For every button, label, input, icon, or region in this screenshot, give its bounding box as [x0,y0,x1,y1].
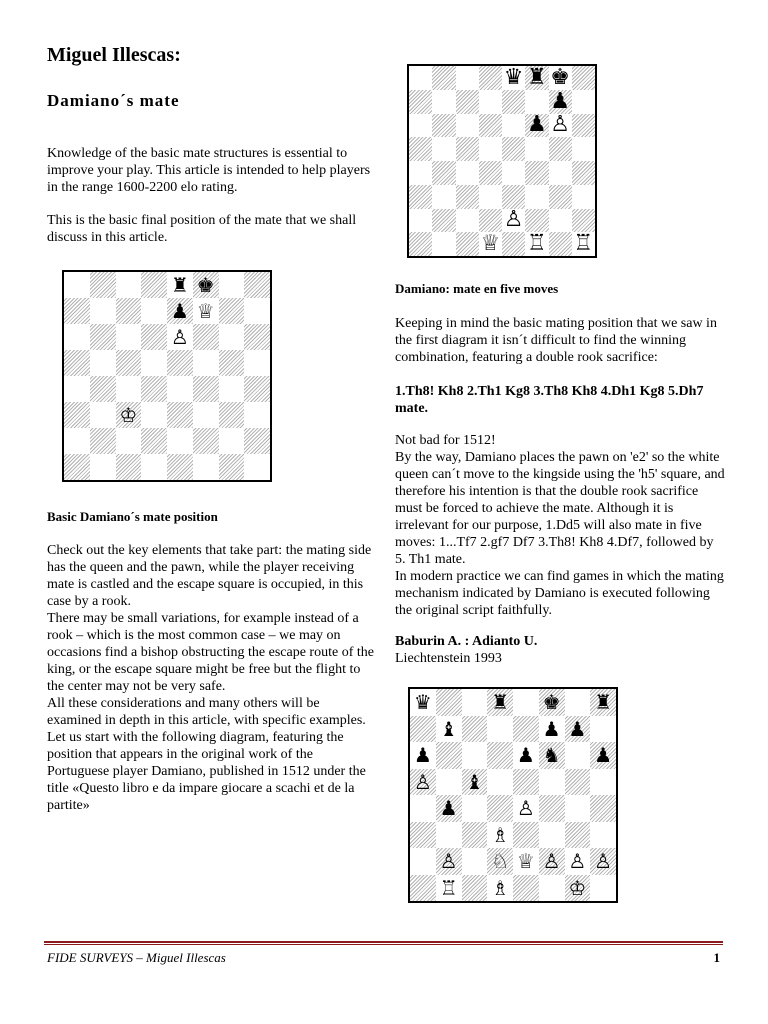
square-c4 [462,795,488,822]
square-g1 [219,454,245,480]
square-g3 [549,185,572,209]
square-b1 [432,232,455,256]
chess-piece-icon: ♖ [439,875,458,900]
square-d4 [479,161,502,185]
chess-piece-icon: ♟ [413,743,432,768]
square-d5 [487,769,513,796]
square-d1 [141,454,167,480]
square-e3 [513,822,539,849]
square-d7 [141,298,167,324]
square-a6 [64,324,90,350]
square-c4 [456,161,479,185]
square-b5 [436,769,462,796]
square-c6 [462,742,488,769]
square-e3 [167,402,193,428]
square-a6 [409,114,432,138]
square-g7 [549,90,572,114]
square-a1 [410,875,436,902]
chess-diagram-damiano [407,64,597,258]
square-h4 [590,795,616,822]
square-h8 [244,272,270,298]
chess-piece-icon: ♖ [573,232,594,256]
square-h2 [572,209,595,233]
intro-paragraph-2: This is the basic final position of the mate that we shall discuss in this article. [47,213,357,245]
square-f5 [193,350,219,376]
square-b8 [90,272,116,298]
square-e6 [167,324,193,350]
square-d6 [479,114,502,138]
square-f4 [525,161,548,185]
chess-piece-icon: ♟ [568,716,587,741]
chess-piece-icon: ♙ [413,769,432,794]
square-c5 [456,137,479,161]
square-a2 [410,848,436,875]
chess-piece-icon: ♖ [527,232,547,256]
square-f8 [539,689,565,716]
square-g5 [219,350,245,376]
square-f1 [525,232,548,256]
square-b2 [90,428,116,454]
square-g3 [565,822,591,849]
square-c2 [456,209,479,233]
square-d2 [141,428,167,454]
square-h3 [572,185,595,209]
square-e8 [513,689,539,716]
square-c2 [116,428,142,454]
chess-piece-icon: ♙ [170,325,189,349]
square-h6 [572,114,595,138]
square-a7 [410,716,436,743]
chess-piece-icon: ♟ [542,716,561,741]
square-f3 [525,185,548,209]
square-d5 [479,137,502,161]
square-g1 [565,875,591,902]
square-f7 [525,90,548,114]
square-b3 [436,822,462,849]
chess-piece-icon: ♟ [550,89,570,114]
square-d8 [141,272,167,298]
chess-piece-icon: ♙ [516,796,535,821]
square-b5 [90,350,116,376]
square-e5 [167,350,193,376]
square-c1 [116,454,142,480]
chess-diagram-baburin-adianto [408,687,618,903]
chess-piece-icon: ♟ [439,796,458,821]
square-f1 [539,875,565,902]
footer-rule [44,941,723,943]
square-b8 [436,689,462,716]
square-e7 [513,716,539,743]
square-b1 [436,875,462,902]
chess-piece-icon: ♙ [594,849,613,874]
square-c7 [116,298,142,324]
square-h2 [244,428,270,454]
square-a4 [64,376,90,402]
square-h1 [572,232,595,256]
chess-piece-icon: ♛ [413,690,432,715]
square-h7 [572,90,595,114]
square-f2 [193,428,219,454]
square-b7 [432,90,455,114]
square-b4 [436,795,462,822]
square-c7 [456,90,479,114]
chess-piece-icon: ♝ [465,769,484,794]
square-a4 [410,795,436,822]
square-a5 [409,137,432,161]
square-e1 [513,875,539,902]
square-h2 [590,848,616,875]
square-d1 [487,875,513,902]
chess-piece-icon: ♟ [527,113,547,138]
square-b7 [436,716,462,743]
footer-rule-thin [44,944,723,945]
square-g7 [219,298,245,324]
chess-piece-icon: ♜ [491,690,510,715]
square-b8 [432,66,455,90]
square-g2 [549,209,572,233]
square-g5 [565,769,591,796]
square-a1 [64,454,90,480]
square-d4 [141,376,167,402]
square-g4 [565,795,591,822]
square-c6 [456,114,479,138]
chess-piece-icon: ♚ [542,690,561,715]
square-e2 [513,848,539,875]
chess-diagram-basic-position [62,270,272,482]
square-h5 [244,350,270,376]
square-d2 [487,848,513,875]
chess-piece-icon: ♕ [480,232,501,256]
square-f1 [193,454,219,480]
square-f7 [539,716,565,743]
chess-piece-icon: ♚ [196,273,215,297]
square-e4 [502,161,525,185]
chess-piece-icon: ♟ [170,299,189,323]
square-e2 [167,428,193,454]
square-d1 [479,232,502,256]
square-a2 [409,209,432,233]
chess-piece-icon: ♔ [568,875,587,900]
square-h8 [572,66,595,90]
chess-piece-icon: ♗ [491,875,510,900]
square-f4 [539,795,565,822]
square-e8 [502,66,525,90]
square-f6 [525,114,548,138]
square-h4 [244,376,270,402]
square-c8 [116,272,142,298]
square-g5 [549,137,572,161]
square-b4 [432,161,455,185]
square-e5 [513,769,539,796]
square-e8 [167,272,193,298]
square-b6 [432,114,455,138]
square-b6 [436,742,462,769]
square-e6 [502,114,525,138]
square-g1 [549,232,572,256]
square-c3 [456,185,479,209]
square-d7 [479,90,502,114]
square-g7 [565,716,591,743]
square-a3 [409,185,432,209]
square-a4 [409,161,432,185]
square-g6 [549,114,572,138]
chess-piece-icon: ♜ [527,66,547,90]
square-d7 [487,716,513,743]
chess-piece-icon: ♙ [550,113,570,138]
square-g6 [565,742,591,769]
square-c8 [456,66,479,90]
square-g8 [565,689,591,716]
chess-piece-icon: ♘ [491,849,510,874]
chess-piece-icon: ♞ [542,743,561,768]
square-h5 [590,769,616,796]
chess-piece-icon: ♙ [439,849,458,874]
square-d6 [487,742,513,769]
square-c5 [116,350,142,376]
chess-piece-icon: ♕ [196,299,215,323]
caption-damiano: Damiano: mate en five moves [395,281,559,296]
square-f8 [193,272,219,298]
chess-piece-icon: ♙ [568,849,587,874]
square-h7 [244,298,270,324]
square-h1 [244,454,270,480]
footer-source: FIDE SURVEYS – Miguel Illescas [47,950,226,965]
chess-piece-icon: ♜ [170,273,189,297]
square-d3 [141,402,167,428]
square-e1 [502,232,525,256]
square-g3 [219,402,245,428]
game-title: Baburin A. : Adianto U. [395,634,538,649]
chess-piece-icon: ♛ [503,66,524,90]
square-a5 [410,769,436,796]
square-a8 [409,66,432,90]
square-f4 [193,376,219,402]
square-a1 [409,232,432,256]
caption-basic-position: Basic Damiano´s mate position [47,509,218,524]
square-d4 [487,795,513,822]
right-paragraph-1: Keeping in mind the basic mating position that we saw in the first diagram it isn´t difficult to find the winning combination, featuring a double rook sacrifice: [395,316,717,365]
square-e5 [502,137,525,161]
chess-piece-icon: ♙ [503,208,524,233]
square-h4 [572,161,595,185]
square-f2 [539,848,565,875]
chess-piece-icon: ♚ [550,66,570,90]
square-c2 [462,848,488,875]
article-title: Damiano´s mate [47,91,180,110]
square-h7 [590,716,616,743]
game-info: Liechtenstein 1993 [395,651,502,666]
solution-moves [395,383,725,417]
square-d8 [479,66,502,90]
square-e1 [167,454,193,480]
solution-moves-text: 1.Th8! Kh8 2.Th1 Kg8 3.Th8 Kh8 4.Dh1 Kg8 5.Dh7 mate. [395,384,704,416]
square-b1 [90,454,116,480]
square-a3 [64,402,90,428]
square-d6 [141,324,167,350]
square-e7 [502,90,525,114]
square-f3 [193,402,219,428]
square-e7 [167,298,193,324]
square-a5 [64,350,90,376]
square-e3 [502,185,525,209]
square-c6 [116,324,142,350]
square-d3 [487,822,513,849]
square-h1 [590,875,616,902]
square-b5 [432,137,455,161]
square-c1 [462,875,488,902]
square-c1 [456,232,479,256]
square-f5 [539,769,565,796]
square-f5 [525,137,548,161]
square-d8 [487,689,513,716]
square-a6 [410,742,436,769]
square-g6 [219,324,245,350]
square-h5 [572,137,595,161]
intro-paragraph-1: Knowledge of the basic mate structures is essential to improve your play. This article is intended to help players in the range 1600-2200 elo rating. [47,146,371,195]
square-b2 [432,209,455,233]
square-c8 [462,689,488,716]
chess-piece-icon: ♟ [594,743,613,768]
page-number: 1 [713,950,720,965]
square-b4 [90,376,116,402]
square-a8 [64,272,90,298]
square-h3 [244,402,270,428]
square-e2 [502,209,525,233]
square-d3 [479,185,502,209]
square-h6 [244,324,270,350]
square-g4 [219,376,245,402]
square-b7 [90,298,116,324]
square-f3 [539,822,565,849]
square-d2 [479,209,502,233]
right-paragraph-2: Not bad for 1512! By the way, Damiano places the pawn on 'e2' so the white queen can´t move to the kingside using the 'h5' square, and therefore his intention is that the double rook sacrifice must be forced to achieve the mate. Although it is irrelevant for our purpose, 1.Dd5 will also mate in five moves: 1...Tf7 2.gf7 Df7 3.Th8! Kh8 4.Df7, followed by 5. Th1 mate. In modern practice we can find games in which the mating mechanism indicated by Damiano is executed following the original script faithfully. [395,433,725,618]
square-h6 [590,742,616,769]
square-a3 [410,822,436,849]
square-e4 [513,795,539,822]
square-b2 [436,848,462,875]
square-c4 [116,376,142,402]
square-a8 [410,689,436,716]
chess-piece-icon: ♕ [516,849,535,874]
square-c7 [462,716,488,743]
square-a7 [409,90,432,114]
square-h8 [590,689,616,716]
square-e6 [513,742,539,769]
square-g2 [219,428,245,454]
square-a2 [64,428,90,454]
chess-piece-icon: ♝ [439,716,458,741]
square-c3 [116,402,142,428]
square-g8 [219,272,245,298]
chess-piece-icon: ♙ [542,849,561,874]
square-g8 [549,66,572,90]
square-g4 [549,161,572,185]
chess-piece-icon: ♔ [119,403,138,427]
square-f6 [539,742,565,769]
square-f7 [193,298,219,324]
square-h3 [590,822,616,849]
square-a7 [64,298,90,324]
square-c3 [462,822,488,849]
square-f2 [525,209,548,233]
square-d5 [141,350,167,376]
square-c5 [462,769,488,796]
square-b3 [432,185,455,209]
square-f8 [525,66,548,90]
square-f6 [193,324,219,350]
author-title: Miguel Illescas: [47,44,181,66]
square-g2 [565,848,591,875]
body-paragraph: Check out the key elements that take part: the mating side has the queen and the pawn, while the player receiving mate is castled and the escape square is occupied, in this case by a rook. There may be small variations, for example instead of a rook – which is the most common case – we may on occasions find a bishop obstructing the escape route of the king, or the escape square might be free but the flight to the center may not be very safe. All these considerations and many others will be examined in depth in this article, with specific examples. Let us start with the following diagram, featuring the position that appears in the original work of the Portuguese player Damiano, published in 1512 under the title «Questo libro e da impare giocare a scachi et de la partite» [47,543,374,813]
chess-piece-icon: ♗ [491,822,510,847]
square-b6 [90,324,116,350]
chess-piece-icon: ♜ [594,690,613,715]
square-b3 [90,402,116,428]
square-e4 [167,376,193,402]
chess-piece-icon: ♟ [516,743,535,768]
